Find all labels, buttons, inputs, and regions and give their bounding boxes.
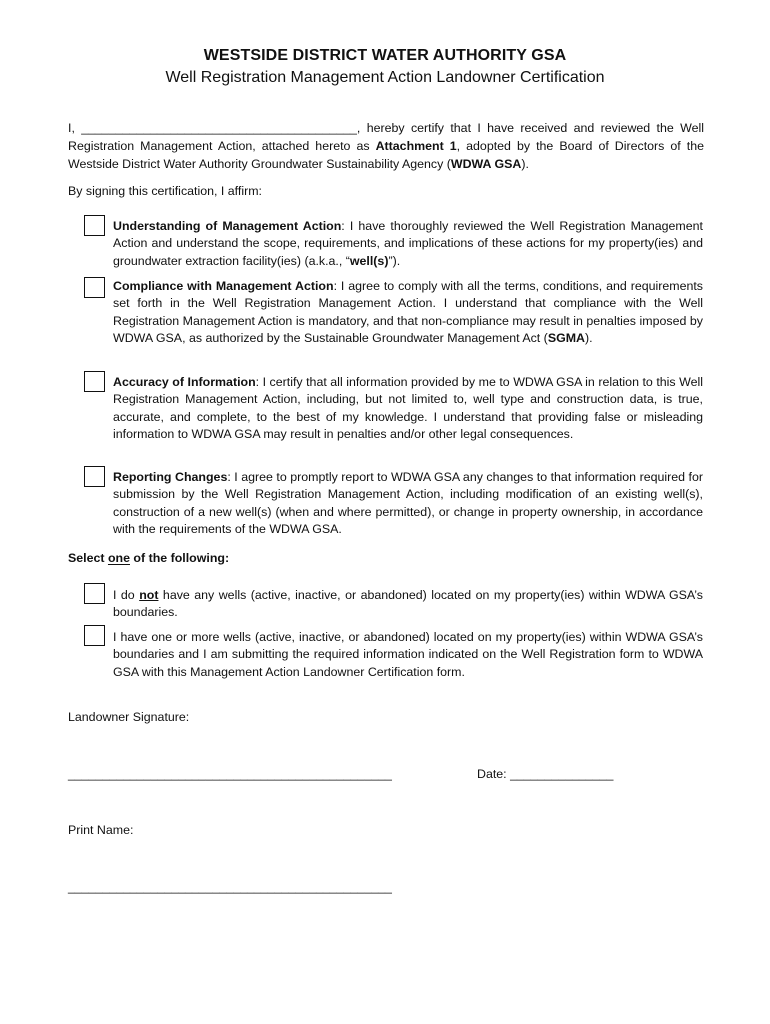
intro-prefix: I,	[68, 121, 82, 135]
signature-line[interactable]: _______________________________________________	[68, 767, 392, 781]
affirmation-body: : I agree to promptly report to WDWA GSA any changes to that information required for submission by the Well Registration Management Action, including modification of an existing well(s), construction of a new well(s) (when and where permitted), or change in property ownership, in accordance with the requirements of the WDWA GSA.	[113, 470, 703, 536]
date-label: Date:	[477, 767, 511, 781]
intro-paragraph	[68, 119, 704, 173]
select-emphasis: one	[107, 551, 130, 565]
intro-text-2: , adopted by the Board of Directors of the Westside District Water Authority Groundwater Sustainability Agency (	[68, 139, 704, 171]
option-text	[113, 587, 703, 622]
attachment-reference: Attachment 1	[375, 139, 457, 153]
option-before: I do	[113, 588, 140, 602]
affirmation-bold-term: well(s)	[349, 253, 389, 268]
affirm-label: By signing this certification, I affirm:	[68, 184, 262, 198]
affirmation-body: : I have thoroughly reviewed the Well Registration Management Action and understand the scope, requirements, and implications of these actions for my property(ies) and groundwater extraction facility(ies) (a.k.a., “	[113, 219, 703, 268]
print-name-line[interactable]: _______________________________________________	[68, 880, 392, 894]
checkbox-reporting[interactable]	[84, 466, 105, 487]
checkbox-has-wells[interactable]	[84, 625, 105, 646]
affirmation-text	[113, 278, 703, 347]
landowner-name-blank[interactable]: ________________________________________	[81, 121, 357, 135]
option-emphasis: not	[139, 588, 159, 602]
affirmation-text	[113, 218, 703, 270]
affirmation-bold-term: SGMA	[547, 330, 585, 345]
intro-text-3: ).	[521, 157, 529, 171]
intro-text-1: , hereby certify that I have received and reviewed the Well Registration Management Action, attached hereto as	[68, 121, 705, 153]
agency-abbreviation: WDWA GSA	[450, 157, 522, 171]
affirmation-text	[113, 469, 703, 538]
select-one-label	[68, 551, 229, 565]
checkbox-accuracy[interactable]	[84, 371, 105, 392]
checkbox-compliance[interactable]	[84, 277, 105, 298]
option-after: have any wells (active, inactive, or abandoned) located on my property(ies) within WDWA GSA’s boundaries.	[113, 588, 703, 620]
affirmation-tail: ).	[585, 330, 593, 345]
affirmation-heading: Reporting Changes	[113, 470, 228, 484]
date-blank[interactable]: _______________	[510, 767, 614, 781]
document-subtitle: Well Registration Management Action Landowner Certification	[165, 69, 605, 86]
document-title: WESTSIDE DISTRICT WATER AUTHORITY GSA	[203, 47, 567, 64]
option-text: I have one or more wells (active, inactive, or abandoned) located on my property(ies) within WDWA GSA’s boundaries and I am submitting the required information indicated on the Well Registration form to WDWA GSA with this Management Action Landowner Certification form.	[113, 630, 703, 679]
date-field	[477, 767, 613, 781]
affirmation-text	[113, 374, 703, 443]
affirmation-heading: Accuracy of Information	[113, 375, 256, 389]
affirmation-body: : I certify that all information provided by me to WDWA GSA in relation to this Well Registration Management Action, including, but not limited to, well type and construction data, is true, accurate, and complete, to the best of my knowledge. I understand that providing false or misleading information to WDWA GSA may result in penalties and/or other legal consequences.	[113, 375, 703, 441]
select-suffix: of the following:	[129, 551, 230, 565]
select-prefix: Select	[68, 551, 108, 565]
print-name-label: Print Name:	[68, 823, 134, 837]
affirmation-heading: Compliance with Management Action	[113, 279, 334, 293]
checkbox-no-wells[interactable]	[84, 583, 105, 604]
affirmation-body: : I agree to comply with all the terms, conditions, and requirements set forth in the Well Registration Management Action. I understand that compliance with the Well Registration Management Action is mandatory, and that non-compliance may result in penalties imposed by WDWA GSA, as authorized by the Sustainable Groundwater Management Act (	[113, 279, 704, 345]
affirmation-heading: Understanding of Management Action	[113, 219, 342, 233]
checkbox-understanding[interactable]	[84, 215, 105, 236]
affirmation-tail: ”).	[388, 253, 401, 268]
signature-label: Landowner Signature:	[68, 710, 190, 724]
